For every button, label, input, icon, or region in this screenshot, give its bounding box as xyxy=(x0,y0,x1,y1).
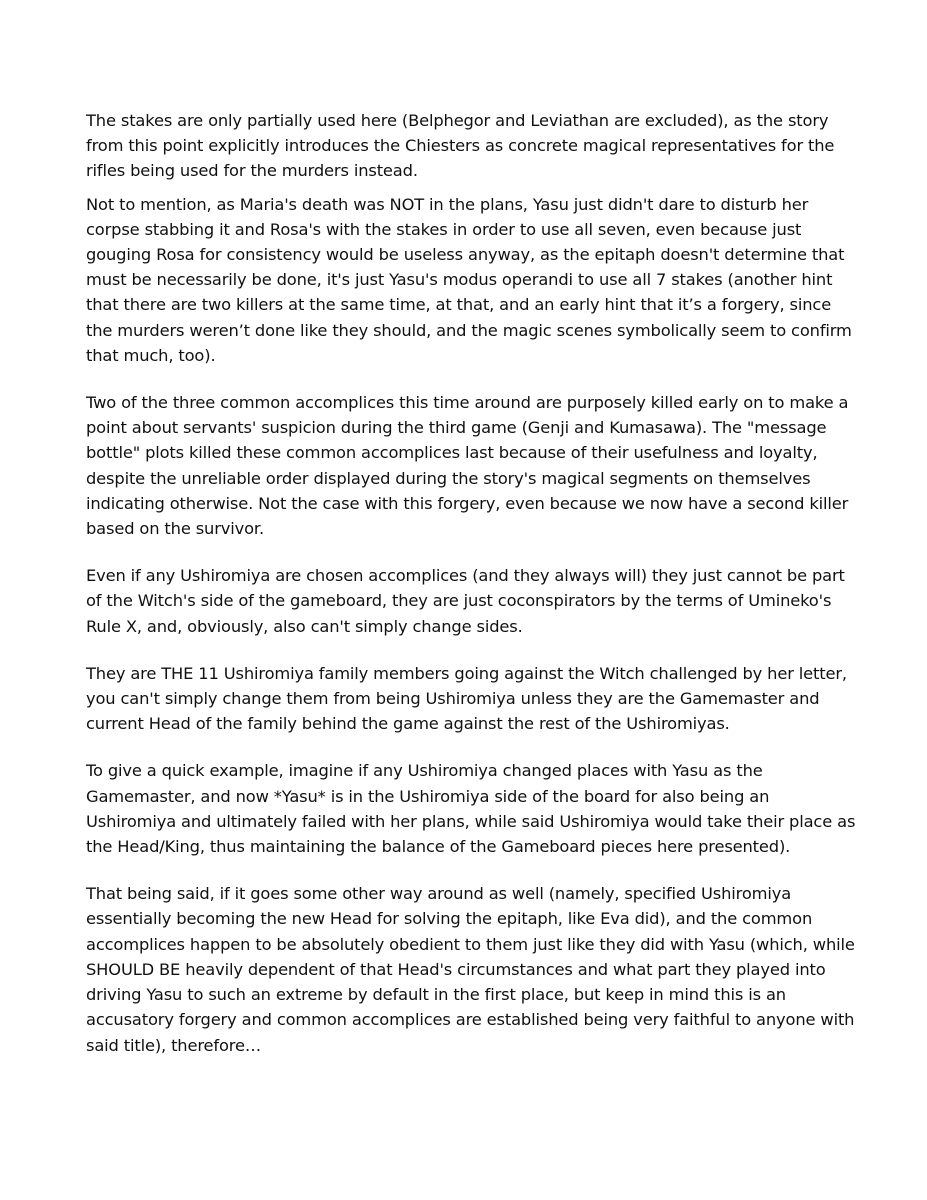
paragraph-example: To give a quick example, imagine if any Ushiromiya changed places with Yasu as the Gamemaster, and now *Yasu* is in the Ushiromiya side of the board for also being an Ushiromiya and ultimately failed with her plans, while said Ushiromiya would take their place as the Head/King, thus maintaining the balance of the Gameboard pieces here presented). xyxy=(86,761,856,857)
paragraph-conclusion: That being said, if it goes some other way around as well (namely, specified Ushiromiya essentially becoming the new Head for solving the epitaph, like Eva did), and the common accomplices happen to be absolutely obedient to them just like they did with Yasu (which, while SHOULD BE heavily dependent of that Head's circumstances and what part they played into driving Yasu to such an extreme by default in the first place, but keep in mind this is an accusatory forgery and common accomplices are established being very faithful to anyone with said title), therefore… xyxy=(86,884,855,1055)
paragraph-ushiromiya-accomplices: Even if any Ushiromiya are chosen accomplices (and they always will) they just cannot be part of the Witch's side of the gameboard, they are just coconspirators by the terms of Umineko's Rule X, and, obviously, also can't simply change sides. xyxy=(86,566,845,636)
document-page xyxy=(86,108,856,1058)
paragraph-common-accomplices: Two of the three common accomplices this time around are purposely killed early on to make a point about servants' suspicion during the third game (Genji and Kumasawa). The "message bottle" plots killed these common accomplices last because of their usefulness and loyalty, despite the unreliable order displayed during the story's magical segments on themselves indicating otherwise. Not the case with this forgery, even because we now have a second killer based on the survivor. xyxy=(86,393,849,539)
paragraph-stakes: The stakes are only partially used here (Belphegor and Leviathan are excluded), as the story from this point explicitly introduces the Chiesters as concrete magical representatives for the rifles being used for the murders instead. xyxy=(86,111,835,181)
paragraph-maria-death: Not to mention, as Maria's death was NOT in the plans, Yasu just didn't dare to disturb her corpse stabbing it and Rosa's with the stakes in order to use all seven, even because just gouging Rosa for consistency would be useless anyway, as the epitaph doesn't determine that must be necessarily be done, it's just Yasu's modus operandi to use all 7 stakes (another hint that there are two killers at the same time, at that, and an early hint that it’s a forgery, since the murders weren’t done like they should, and the magic scenes symbolically seem to confirm that much, too). xyxy=(86,194,852,365)
paragraph-family-members: They are THE 11 Ushiromiya family members going against the Witch challenged by her letter, you can't simply change them from being Ushiromiya unless they are the Gamemaster and current Head of the family behind the game against the rest of the Ushiromiyas. xyxy=(86,663,847,734)
